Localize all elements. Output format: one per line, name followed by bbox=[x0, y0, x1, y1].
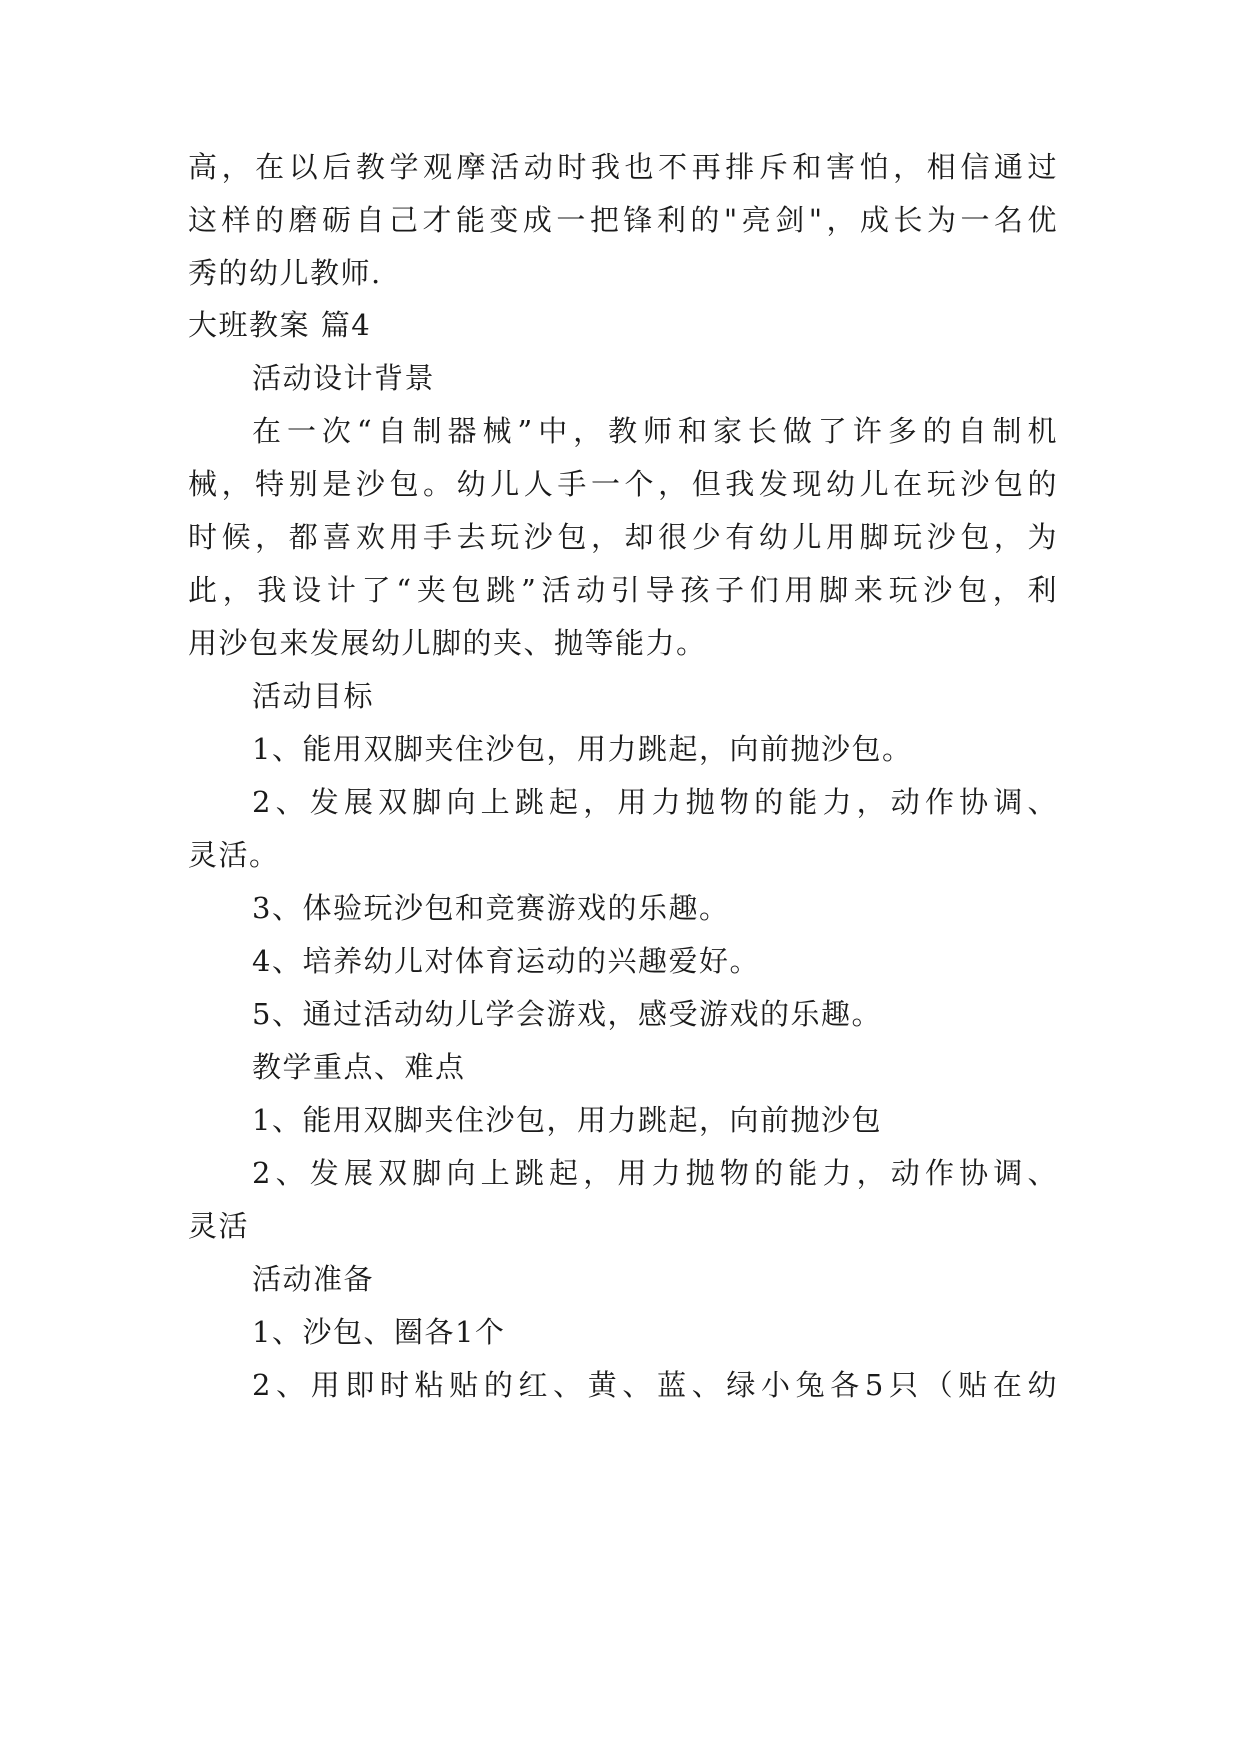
paragraph-line: 这样的磨砺自己才能变成一把锋利的"亮剑"，成长为一名优 bbox=[188, 203, 1058, 237]
paragraph-line: 秀的幼儿教师. bbox=[188, 256, 382, 290]
list-item: 1、能用双脚夹住沙包，用力跳起，向前抛沙包。 bbox=[252, 732, 913, 766]
subheading: 活动准备 bbox=[252, 1262, 375, 1296]
list-item: 2、发展双脚向上跳起，用力抛物的能力，动作协调、 bbox=[252, 785, 1058, 819]
list-item-continuation: 灵活 bbox=[188, 1209, 250, 1243]
list-item-continuation: 灵活。 bbox=[188, 838, 280, 872]
subheading: 教学重点、难点 bbox=[252, 1050, 466, 1084]
list-item: 1、沙包、圈各1个 bbox=[252, 1315, 506, 1349]
paragraph-line: 在一次“自制器械”中，教师和家长做了许多的自制机 bbox=[252, 414, 1058, 448]
list-item: 5、通过活动幼儿学会游戏，感受游戏的乐趣。 bbox=[252, 997, 882, 1031]
list-item: 2、发展双脚向上跳起，用力抛物的能力，动作协调、 bbox=[252, 1156, 1058, 1190]
list-item: 3、体验玩沙包和竞赛游戏的乐趣。 bbox=[252, 891, 730, 925]
list-item: 1、能用双脚夹住沙包，用力跳起，向前抛沙包 bbox=[252, 1103, 882, 1137]
paragraph-line: 时候，都喜欢用手去玩沙包，却很少有幼儿用脚玩沙包，为 bbox=[188, 520, 1058, 554]
section-heading: 大班教案 篇4 bbox=[188, 308, 372, 342]
list-item: 2、用即时粘贴的红、黄、蓝、绿小兔各5只（贴在幼 bbox=[252, 1368, 1058, 1402]
paragraph-line: 高，在以后教学观摩活动时我也不再排斥和害怕，相信通过 bbox=[188, 150, 1058, 184]
paragraph-line: 此，我设计了“夹包跳”活动引导孩子们用脚来玩沙包，利 bbox=[188, 573, 1058, 607]
list-item: 4、培养幼儿对体育运动的兴趣爱好。 bbox=[252, 944, 760, 978]
paragraph-line: 械，特别是沙包。幼儿人手一个，但我发现幼儿在玩沙包的 bbox=[188, 467, 1058, 501]
paragraph-line: 用沙包来发展幼儿脚的夹、抛等能力。 bbox=[188, 626, 707, 660]
subheading: 活动目标 bbox=[252, 679, 375, 713]
subheading: 活动设计背景 bbox=[252, 361, 436, 395]
